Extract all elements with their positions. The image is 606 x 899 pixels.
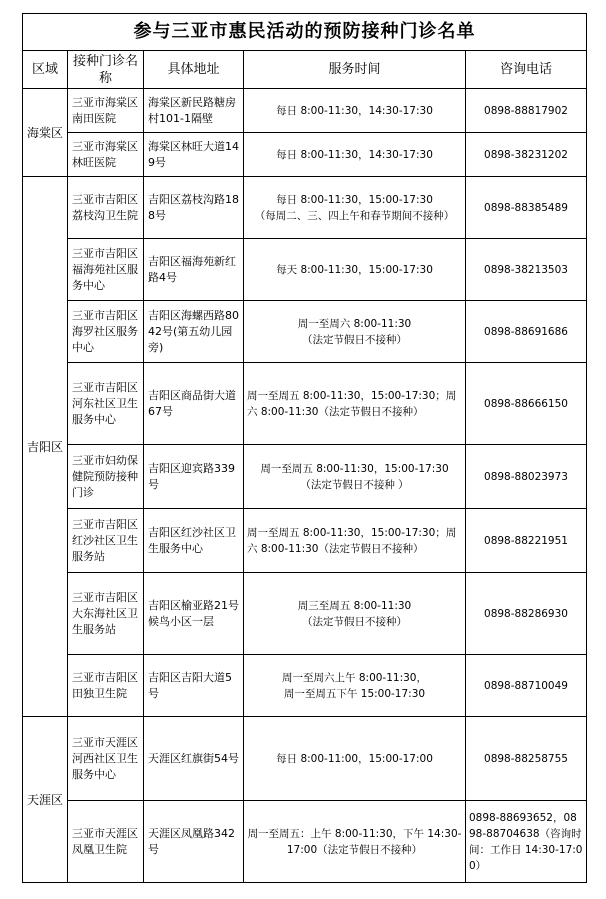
clinic-table: [22, 13, 587, 883]
header-phone: 咨询电话: [466, 51, 587, 89]
clinic-address: 吉阳区海螺西路8042号(第五幼儿园旁): [144, 301, 244, 363]
clinic-phone: 0898-88710049: [466, 655, 587, 717]
table-row: [23, 89, 587, 133]
table-row: [23, 133, 587, 177]
vaccination-clinic-sheet: [22, 13, 586, 883]
clinic-hours-note: （每周二、三、四上午和春节期间不接种）: [254, 209, 455, 222]
table-row: [23, 573, 587, 655]
clinic-phone: 0898-88385489: [466, 177, 587, 239]
clinic-name: 三亚市妇幼保健院预防接种门诊: [68, 445, 144, 509]
clinic-address: 吉阳区福海苑新红路4号: [144, 239, 244, 301]
clinic-phone: 0898-88258755: [466, 717, 587, 801]
table-row: [23, 239, 587, 301]
clinic-name: 三亚市吉阳区海罗社区服务中心: [68, 301, 144, 363]
clinic-phone: 0898-88286930: [466, 573, 587, 655]
clinic-hours-note: （法定节假日不接种）: [302, 333, 407, 346]
table-row: [23, 801, 587, 883]
table-header-row: [23, 51, 587, 89]
clinic-name: 三亚市海棠区南田医院: [68, 89, 144, 133]
clinic-address: 吉阳区迎宾路339号: [144, 445, 244, 509]
clinic-hours: 周一至周五：上午 8:00-11:30，下午 14:30-17:00（法定节假日不接种）: [244, 801, 466, 883]
clinic-hours: 每天 8:00-11:30，15:00-17:30: [244, 239, 466, 301]
clinic-phone: 0898-88693652，0898-88704638（咨询时间：工作日 14:30-17:00）: [466, 801, 587, 883]
clinic-phone: 0898-88817902: [466, 89, 587, 133]
clinic-phone: 0898-88221951: [466, 509, 587, 573]
clinic-hours-note: （法定节假日不接种 ）: [300, 478, 409, 491]
clinic-name: 三亚市天涯区河西社区卫生服务中心: [68, 717, 144, 801]
clinic-name: 三亚市吉阳区荔枝沟卫生院: [68, 177, 144, 239]
clinic-hours: [244, 445, 466, 509]
clinic-address: 天涯区红旗街54号: [144, 717, 244, 801]
table-row: [23, 363, 587, 445]
clinic-hours-main: 周一至周五 8:00-11:30，15:00-17:30: [260, 462, 449, 475]
header-service-hours: 服务时间: [244, 51, 466, 89]
clinic-address: 吉阳区商品街大道67号: [144, 363, 244, 445]
clinic-name: 三亚市天涯区凤凰卫生院: [68, 801, 144, 883]
clinic-hours-main: 周一至周六上午 8:00-11:30，: [282, 671, 427, 684]
clinic-address: 海棠区林旺大道149号: [144, 133, 244, 177]
table-row: [23, 301, 587, 363]
clinic-hours: [244, 177, 466, 239]
clinic-address: 吉阳区荔枝沟路188号: [144, 177, 244, 239]
clinic-name: 三亚市吉阳区福海苑社区服务中心: [68, 239, 144, 301]
table-row: [23, 509, 587, 573]
table-row: [23, 445, 587, 509]
clinic-phone: 0898-88691686: [466, 301, 587, 363]
clinic-hours: [244, 573, 466, 655]
clinic-phone: 0898-38231202: [466, 133, 587, 177]
clinic-address: 海棠区新民路糖房村101-1隔壁: [144, 89, 244, 133]
clinic-phone: 0898-88023973: [466, 445, 587, 509]
table-row: [23, 655, 587, 717]
clinic-name: 三亚市海棠区林旺医院: [68, 133, 144, 177]
region-haitang: 海棠区: [23, 89, 68, 177]
clinic-hours-note: （法定节假日不接种）: [302, 615, 407, 628]
clinic-hours: [244, 655, 466, 717]
table-row: [23, 717, 587, 801]
region-tianya: 天涯区: [23, 717, 68, 883]
header-region: 区域: [23, 51, 68, 89]
clinic-hours: 周一至周五 8:00-11:30，15:00-17:30；周六 8:00-11:30（法定节假日不接种）: [244, 509, 466, 573]
table-row: [23, 177, 587, 239]
clinic-address: 吉阳区榆亚路21号候鸟小区一层: [144, 573, 244, 655]
clinic-hours-note: 周一至周五下午 15:00-17:30: [283, 687, 426, 700]
clinic-hours: 每日 8:00-11:30，14:30-17:30: [244, 133, 466, 177]
header-address: 具体地址: [144, 51, 244, 89]
clinic-address: 天涯区凤凰路342号: [144, 801, 244, 883]
clinic-hours-main: 周一至周六 8:00-11:30: [297, 317, 412, 330]
clinic-name: 三亚市吉阳区红沙社区卫生服务站: [68, 509, 144, 573]
clinic-hours: [244, 301, 466, 363]
clinic-hours: 每日 8:00-11:00，15:00-17:00: [244, 717, 466, 801]
clinic-hours-main: 周三至周五 8:00-11:30: [297, 599, 412, 612]
clinic-name: 三亚市吉阳区田独卫生院: [68, 655, 144, 717]
header-clinic-name: 接种门诊名称: [68, 51, 144, 89]
page-title: 参与三亚市惠民活动的预防接种门诊名单: [23, 14, 587, 51]
clinic-name: 三亚市吉阳区大东海社区卫生服务站: [68, 573, 144, 655]
clinic-name: 三亚市吉阳区河东社区卫生服务中心: [68, 363, 144, 445]
clinic-phone: 0898-88666150: [466, 363, 587, 445]
clinic-address: 吉阳区红沙社区卫生服务中心: [144, 509, 244, 573]
clinic-hours: 每日 8:00-11:30，14:30-17:30: [244, 89, 466, 133]
clinic-hours: 周一至周五 8:00-11:30，15:00-17:30；周六 8:00-11:30（法定节假日不接种）: [244, 363, 466, 445]
clinic-address: 吉阳区吉阳大道5号: [144, 655, 244, 717]
region-jiyang: 吉阳区: [23, 177, 68, 717]
clinic-hours-main: 每日 8:00-11:30，15:00-17:30: [276, 193, 433, 206]
clinic-phone: 0898-38213503: [466, 239, 587, 301]
